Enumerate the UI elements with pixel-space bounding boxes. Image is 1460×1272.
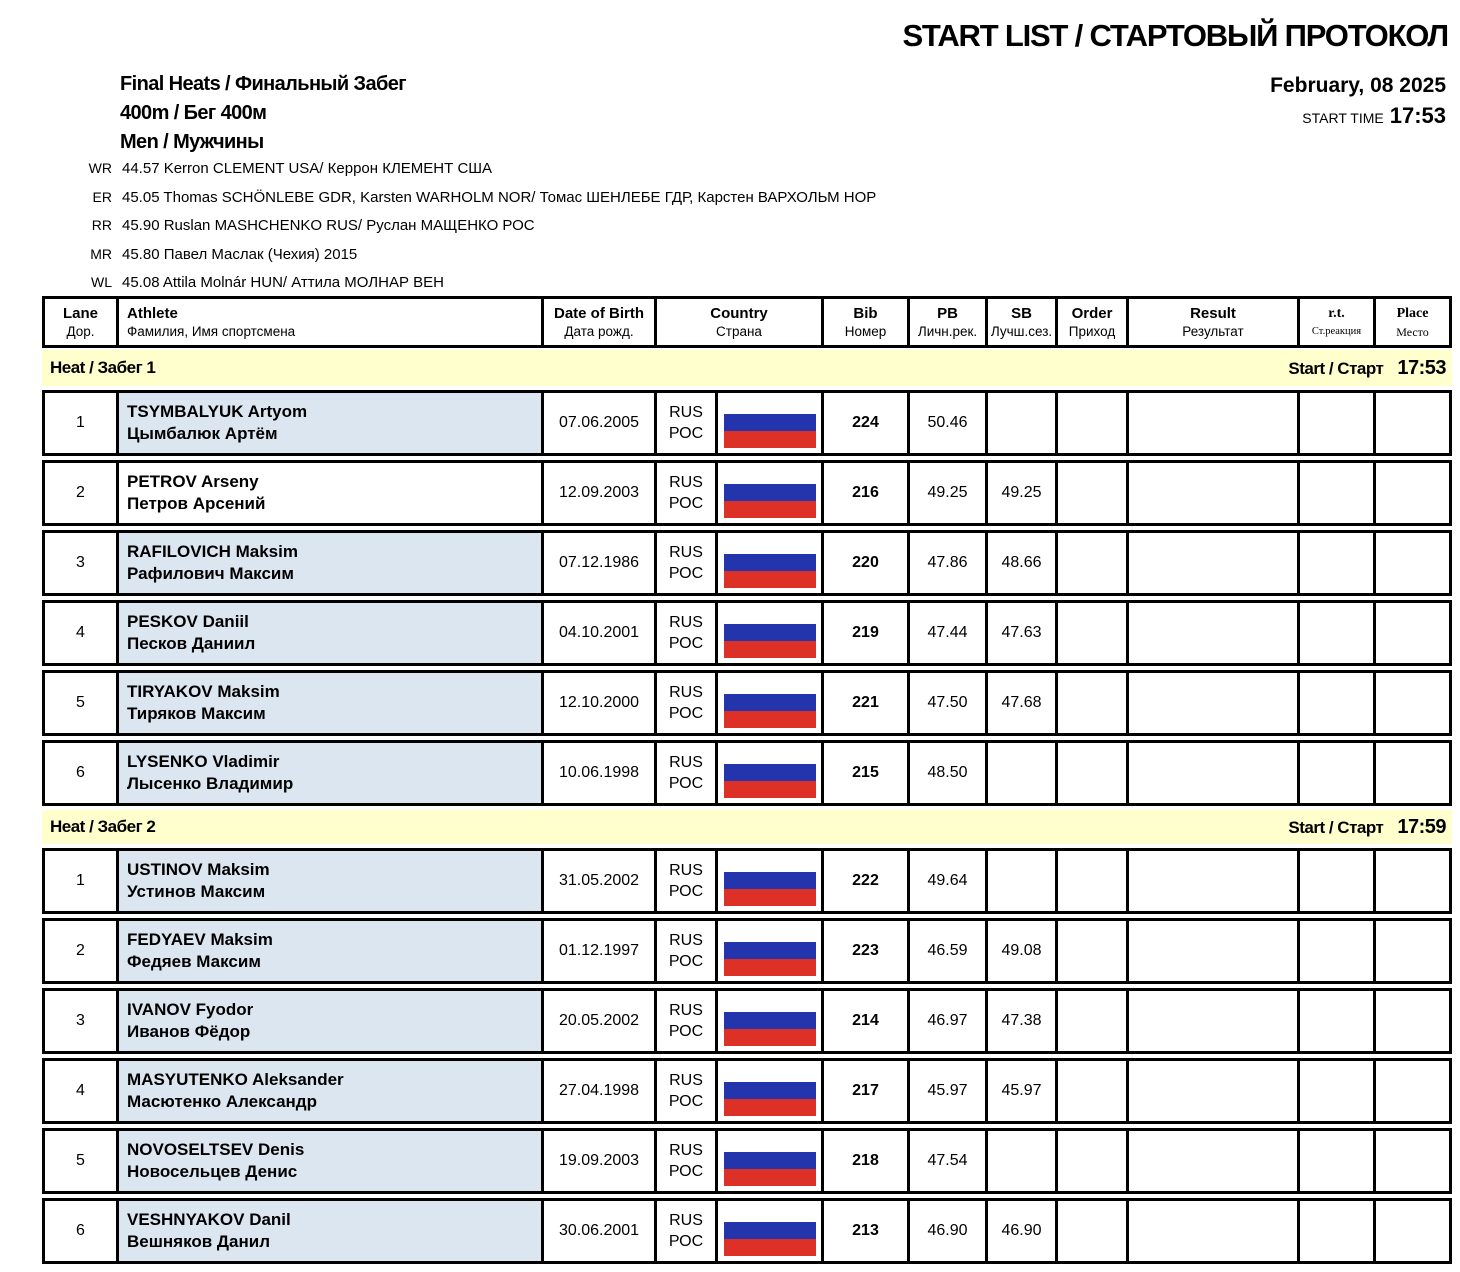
result-cell bbox=[1129, 673, 1300, 733]
lane-number: 2 bbox=[45, 921, 119, 981]
header-order: Order Приход bbox=[1058, 299, 1129, 345]
event-round: Final Heats / Финальный Забег bbox=[120, 73, 407, 95]
bib-cell: 214 bbox=[824, 991, 910, 1051]
result-cell bbox=[1129, 851, 1300, 911]
heat-1-start: Start / Старт 17:53 bbox=[1288, 356, 1446, 379]
athlete-cell bbox=[119, 851, 544, 911]
russia-flag-icon bbox=[724, 398, 816, 448]
athlete-name-latin: TSYMBALYUK Artyom bbox=[127, 402, 308, 421]
table-row bbox=[42, 740, 1452, 806]
event-distance: 400m / Бег 400м bbox=[120, 102, 267, 124]
country-code-latin: RUS bbox=[669, 754, 703, 771]
dob-cell: 01.12.1997 bbox=[544, 921, 657, 981]
header-bib: Bib Номер bbox=[824, 299, 910, 345]
place-cell bbox=[1376, 921, 1449, 981]
pb-cell: 48.50 bbox=[910, 743, 988, 803]
bib-cell: 221 bbox=[824, 673, 910, 733]
country-code-cell bbox=[657, 1201, 718, 1261]
start-time-label: START TIME bbox=[1302, 110, 1384, 126]
athlete-cell bbox=[119, 921, 544, 981]
country-code-cyrillic: РОС bbox=[668, 1023, 704, 1040]
heat-1-start-time: 17:53 bbox=[1397, 356, 1446, 379]
bib-cell: 223 bbox=[824, 921, 910, 981]
header-athlete: Athlete Фамилия, Имя спортсмена bbox=[119, 299, 544, 345]
athlete-cell bbox=[119, 1201, 544, 1261]
pb-cell: 49.25 bbox=[910, 463, 988, 523]
header-place: Place Место bbox=[1396, 305, 1429, 339]
order-cell bbox=[1058, 393, 1129, 453]
table-row bbox=[42, 530, 1452, 596]
pb-cell: 47.50 bbox=[910, 673, 988, 733]
athlete-name-latin: FEDYAEV Maksim bbox=[127, 930, 273, 949]
athlete-cell bbox=[119, 1131, 544, 1191]
athlete-name-cyrillic: Цымбалюк Артём bbox=[127, 424, 278, 443]
flag-cell bbox=[718, 851, 824, 911]
country-code-cyrillic: РОС bbox=[668, 775, 704, 792]
sb-cell bbox=[988, 743, 1058, 803]
bib-cell: 222 bbox=[824, 851, 910, 911]
athlete-name-latin: LYSENKO Vladimir bbox=[127, 752, 280, 771]
dob-cell: 30.06.2001 bbox=[544, 1201, 657, 1261]
country-code-cell bbox=[657, 1131, 718, 1191]
start-time-line bbox=[1302, 103, 1446, 129]
country-code-cell bbox=[657, 533, 718, 593]
country-code-cyrillic: РОС bbox=[668, 495, 704, 512]
lane-number: 1 bbox=[45, 851, 119, 911]
pb-cell: 49.64 bbox=[910, 851, 988, 911]
record-label: WL bbox=[91, 274, 112, 290]
country-code-cyrillic: РОС bbox=[668, 705, 704, 722]
athlete-cell bbox=[119, 463, 544, 523]
event-header bbox=[120, 70, 406, 157]
flag-cell bbox=[718, 1201, 824, 1261]
athlete-cell bbox=[119, 743, 544, 803]
header-reaction-time: r.t. Ст.реакция bbox=[1300, 299, 1376, 345]
russia-flag-icon bbox=[724, 1206, 816, 1256]
country-code-cyrillic: РОС bbox=[668, 1233, 704, 1250]
records-block bbox=[78, 160, 876, 303]
pb-cell: 46.90 bbox=[910, 1201, 988, 1261]
table-header bbox=[42, 296, 1452, 348]
lane-number: 5 bbox=[45, 673, 119, 733]
heat-1-band bbox=[42, 350, 1452, 386]
flag-cell bbox=[718, 463, 824, 523]
athlete-name-latin: RAFILOVICH Maksim bbox=[127, 542, 298, 561]
place-cell bbox=[1376, 991, 1449, 1051]
record-label: WR bbox=[88, 160, 112, 176]
header-lane: Lane Дор. bbox=[45, 299, 119, 345]
lane-number: 6 bbox=[45, 743, 119, 803]
country-code-latin: RUS bbox=[669, 1002, 703, 1019]
bib-cell: 217 bbox=[824, 1061, 910, 1121]
country-code-latin: RUS bbox=[669, 1142, 703, 1159]
athlete-name-latin: IVANOV Fyodor bbox=[127, 1000, 254, 1019]
country-code-cell bbox=[657, 603, 718, 663]
lane-number: 5 bbox=[45, 1131, 119, 1191]
country-code-latin: RUS bbox=[669, 932, 703, 949]
russia-flag-icon bbox=[724, 608, 816, 658]
country-code-latin: RUS bbox=[669, 1072, 703, 1089]
order-cell bbox=[1058, 463, 1129, 523]
result-cell bbox=[1129, 463, 1300, 523]
place-cell bbox=[1376, 533, 1449, 593]
dob-cell: 20.05.2002 bbox=[544, 991, 657, 1051]
athlete-name-latin: PETROV Arseny bbox=[127, 472, 259, 491]
country-code-latin: RUS bbox=[669, 614, 703, 631]
athlete-name-cyrillic: Иванов Фёдор bbox=[127, 1022, 251, 1041]
athlete-name-latin: TIRYAKOV Maksim bbox=[127, 682, 280, 701]
rt-cell bbox=[1300, 1131, 1376, 1191]
record-text: 45.08 Attila Molnár HUN/ Аттила МОЛНАР ВЕН bbox=[122, 274, 444, 291]
rt-cell bbox=[1300, 463, 1376, 523]
country-code-cyrillic: РОС bbox=[668, 883, 704, 900]
document-title: START LIST / СТАРТОВЫЙ ПРОТОКОЛ bbox=[902, 18, 1448, 53]
record-label: MR bbox=[90, 245, 112, 262]
russia-flag-icon bbox=[724, 538, 816, 588]
dob-cell: 27.04.1998 bbox=[544, 1061, 657, 1121]
athlete-name-cyrillic: Масютенко Александр bbox=[127, 1092, 317, 1111]
start-time-value: 17:53 bbox=[1389, 103, 1446, 128]
pb-cell: 47.54 bbox=[910, 1131, 988, 1191]
order-cell bbox=[1058, 1131, 1129, 1191]
country-code-cell bbox=[657, 851, 718, 911]
header-dob: Date of Birth Дата рожд. bbox=[544, 299, 657, 345]
dob-cell: 07.06.2005 bbox=[544, 393, 657, 453]
country-code-cell bbox=[657, 673, 718, 733]
result-cell bbox=[1129, 743, 1300, 803]
athlete-name-latin: VESHNYAKOV Danil bbox=[127, 1210, 291, 1229]
russia-flag-icon bbox=[724, 926, 816, 976]
result-cell bbox=[1129, 533, 1300, 593]
order-cell bbox=[1058, 743, 1129, 803]
flag-cell bbox=[718, 393, 824, 453]
header-pb: PB Личн.рек. bbox=[910, 299, 988, 345]
result-cell bbox=[1129, 991, 1300, 1051]
pb-cell: 47.44 bbox=[910, 603, 988, 663]
place-cell bbox=[1376, 673, 1449, 733]
record-text: 45.90 Ruslan MASHCHENKO RUS/ Руслан МАЩЕНКО РОС bbox=[122, 217, 535, 234]
athlete-cell bbox=[119, 533, 544, 593]
sb-cell: 48.66 bbox=[988, 533, 1058, 593]
athlete-cell bbox=[119, 1061, 544, 1121]
rt-cell bbox=[1300, 673, 1376, 733]
start-list-table bbox=[42, 296, 1452, 1268]
record-text: 44.57 Kerron CLEMENT USA/ Керрон КЛЕМЕНТ США bbox=[122, 160, 493, 177]
russia-flag-icon bbox=[724, 678, 816, 728]
pb-cell: 45.97 bbox=[910, 1061, 988, 1121]
country-code-cyrillic: РОС bbox=[668, 953, 704, 970]
dob-cell: 31.05.2002 bbox=[544, 851, 657, 911]
country-code-cell bbox=[657, 991, 718, 1051]
header-result: Result Результат bbox=[1129, 299, 1300, 345]
heat-2-label: Heat / Забег 2 bbox=[50, 817, 156, 836]
flag-cell bbox=[718, 921, 824, 981]
country-code-cyrillic: РОС bbox=[668, 1093, 704, 1110]
rt-cell bbox=[1300, 393, 1376, 453]
lane-number: 2 bbox=[45, 463, 119, 523]
place-cell bbox=[1376, 603, 1449, 663]
lane-number: 4 bbox=[45, 603, 119, 663]
result-cell bbox=[1129, 1201, 1300, 1261]
athlete-cell bbox=[119, 673, 544, 733]
table-row bbox=[42, 988, 1452, 1054]
flag-cell bbox=[718, 673, 824, 733]
rt-cell bbox=[1300, 1061, 1376, 1121]
rt-cell bbox=[1300, 533, 1376, 593]
flag-cell bbox=[718, 603, 824, 663]
dob-cell: 19.09.2003 bbox=[544, 1131, 657, 1191]
sb-cell: 49.08 bbox=[988, 921, 1058, 981]
rt-cell bbox=[1300, 1201, 1376, 1261]
russia-flag-icon bbox=[724, 1066, 816, 1116]
lane-number: 4 bbox=[45, 1061, 119, 1121]
record-label: RR bbox=[91, 217, 112, 233]
flag-cell bbox=[718, 1061, 824, 1121]
result-cell bbox=[1129, 603, 1300, 663]
header-country: Country Страна bbox=[657, 299, 824, 345]
order-cell bbox=[1058, 851, 1129, 911]
bib-cell: 215 bbox=[824, 743, 910, 803]
athlete-name-latin: PESKOV Daniil bbox=[127, 612, 249, 631]
table-row bbox=[42, 1128, 1452, 1194]
lane-number: 3 bbox=[45, 533, 119, 593]
heat-1-label: Heat / Забег 1 bbox=[50, 358, 156, 377]
record-label: ER bbox=[92, 188, 112, 205]
country-code-latin: RUS bbox=[669, 404, 703, 421]
result-cell bbox=[1129, 1061, 1300, 1121]
record-row bbox=[78, 189, 876, 218]
lane-number: 3 bbox=[45, 991, 119, 1051]
russia-flag-icon bbox=[724, 996, 816, 1046]
sb-cell: 47.63 bbox=[988, 603, 1058, 663]
athlete-cell bbox=[119, 603, 544, 663]
result-cell bbox=[1129, 1131, 1300, 1191]
order-cell bbox=[1058, 533, 1129, 593]
rt-cell bbox=[1300, 991, 1376, 1051]
bib-cell: 224 bbox=[824, 393, 910, 453]
athlete-name-cyrillic: Федяев Максим bbox=[127, 952, 261, 971]
record-row bbox=[78, 217, 876, 246]
pb-cell: 46.59 bbox=[910, 921, 988, 981]
country-code-cell bbox=[657, 1061, 718, 1121]
russia-flag-icon bbox=[724, 468, 816, 518]
flag-cell bbox=[718, 743, 824, 803]
bib-cell: 220 bbox=[824, 533, 910, 593]
heat-2-start-time: 17:59 bbox=[1397, 815, 1446, 838]
pb-cell: 47.86 bbox=[910, 533, 988, 593]
athlete-name-cyrillic: Вешняков Данил bbox=[127, 1232, 271, 1251]
sb-cell: 46.90 bbox=[988, 1201, 1058, 1261]
sb-cell bbox=[988, 1131, 1058, 1191]
sb-cell bbox=[988, 851, 1058, 911]
dob-cell: 04.10.2001 bbox=[544, 603, 657, 663]
athlete-name-latin: NOVOSELTSEV Denis bbox=[127, 1140, 305, 1159]
athlete-name-cyrillic: Песков Даниил bbox=[127, 634, 256, 653]
place-cell bbox=[1376, 463, 1449, 523]
rt-cell bbox=[1300, 851, 1376, 911]
country-code-latin: RUS bbox=[669, 474, 703, 491]
country-code-latin: RUS bbox=[669, 862, 703, 879]
athlete-name-cyrillic: Лысенко Владимир bbox=[127, 774, 294, 793]
country-code-cell bbox=[657, 921, 718, 981]
bib-cell: 219 bbox=[824, 603, 910, 663]
bib-cell: 216 bbox=[824, 463, 910, 523]
flag-cell bbox=[718, 1131, 824, 1191]
athlete-name-latin: MASYUTENKO Aleksander bbox=[127, 1070, 344, 1089]
dob-cell: 12.10.2000 bbox=[544, 673, 657, 733]
order-cell bbox=[1058, 1201, 1129, 1261]
rt-cell bbox=[1300, 743, 1376, 803]
table-row bbox=[42, 1198, 1452, 1264]
russia-flag-icon bbox=[724, 1136, 816, 1186]
heat-2-start: Start / Старт 17:59 bbox=[1288, 815, 1446, 838]
table-row bbox=[42, 460, 1452, 526]
athlete-name-cyrillic: Тиряков Максим bbox=[127, 704, 266, 723]
pb-cell: 46.97 bbox=[910, 991, 988, 1051]
athlete-name-cyrillic: Новосельцев Денис bbox=[127, 1162, 298, 1181]
place-cell bbox=[1376, 1201, 1449, 1261]
lane-number: 1 bbox=[45, 393, 119, 453]
bib-cell: 213 bbox=[824, 1201, 910, 1261]
country-code-cyrillic: РОС bbox=[668, 425, 704, 442]
event-date: February, 08 2025 bbox=[1270, 74, 1446, 97]
russia-flag-icon bbox=[724, 748, 816, 798]
place-cell bbox=[1376, 851, 1449, 911]
country-code-cell bbox=[657, 393, 718, 453]
athlete-cell bbox=[119, 393, 544, 453]
country-code-latin: RUS bbox=[669, 1212, 703, 1229]
sb-cell: 47.68 bbox=[988, 673, 1058, 733]
result-cell bbox=[1129, 393, 1300, 453]
order-cell bbox=[1058, 991, 1129, 1051]
table-row bbox=[42, 918, 1452, 984]
country-code-cyrillic: РОС bbox=[668, 565, 704, 582]
sb-cell bbox=[988, 393, 1058, 453]
order-cell bbox=[1058, 921, 1129, 981]
rt-cell bbox=[1300, 921, 1376, 981]
order-cell bbox=[1058, 603, 1129, 663]
result-cell bbox=[1129, 921, 1300, 981]
country-code-cyrillic: РОС bbox=[668, 635, 704, 652]
table-row bbox=[42, 600, 1452, 666]
table-row bbox=[42, 1058, 1452, 1124]
table-row bbox=[42, 390, 1452, 456]
place-cell bbox=[1376, 743, 1449, 803]
table-row bbox=[42, 670, 1452, 736]
record-row bbox=[78, 160, 876, 189]
pb-cell: 50.46 bbox=[910, 393, 988, 453]
table-row bbox=[42, 848, 1452, 914]
record-text: 45.05 Thomas SCHÖNLEBE GDR, Karsten WARHOLM NOR/ Томас ШЕНЛЕБЕ ГДР, Карстен ВАРХОЛЬМ НОР bbox=[122, 188, 877, 206]
dob-cell: 10.06.1998 bbox=[544, 743, 657, 803]
country-code-cyrillic: РОС bbox=[668, 1163, 704, 1180]
russia-flag-icon bbox=[724, 856, 816, 906]
flag-cell bbox=[718, 991, 824, 1051]
sb-cell: 49.25 bbox=[988, 463, 1058, 523]
athlete-name-cyrillic: Петров Арсений bbox=[127, 494, 266, 513]
sb-cell: 47.38 bbox=[988, 991, 1058, 1051]
heat-2-band bbox=[42, 810, 1452, 844]
record-text: 45.80 Павел Маслак (Чехия) 2015 bbox=[122, 245, 358, 263]
dob-cell: 12.09.2003 bbox=[544, 463, 657, 523]
country-code-cell bbox=[657, 743, 718, 803]
order-cell bbox=[1058, 1061, 1129, 1121]
athlete-name-latin: USTINOV Maksim bbox=[127, 860, 270, 879]
bib-cell: 218 bbox=[824, 1131, 910, 1191]
order-cell bbox=[1058, 673, 1129, 733]
flag-cell bbox=[718, 533, 824, 593]
place-cell bbox=[1376, 1061, 1449, 1121]
sb-cell: 45.97 bbox=[988, 1061, 1058, 1121]
athlete-name-cyrillic: Устинов Максим bbox=[127, 882, 266, 901]
header-sb: SB Лучш.сез. bbox=[988, 299, 1058, 345]
dob-cell: 07.12.1986 bbox=[544, 533, 657, 593]
place-cell bbox=[1376, 1131, 1449, 1191]
country-code-latin: RUS bbox=[669, 544, 703, 561]
athlete-name-cyrillic: Рафилович Максим bbox=[127, 564, 294, 583]
country-code-cell bbox=[657, 463, 718, 523]
place-cell bbox=[1376, 393, 1449, 453]
record-row bbox=[78, 246, 876, 275]
athlete-cell bbox=[119, 991, 544, 1051]
event-gender: Men / Мужчины bbox=[120, 131, 264, 153]
lane-number: 6 bbox=[45, 1201, 119, 1261]
rt-cell bbox=[1300, 603, 1376, 663]
country-code-latin: RUS bbox=[669, 684, 703, 701]
